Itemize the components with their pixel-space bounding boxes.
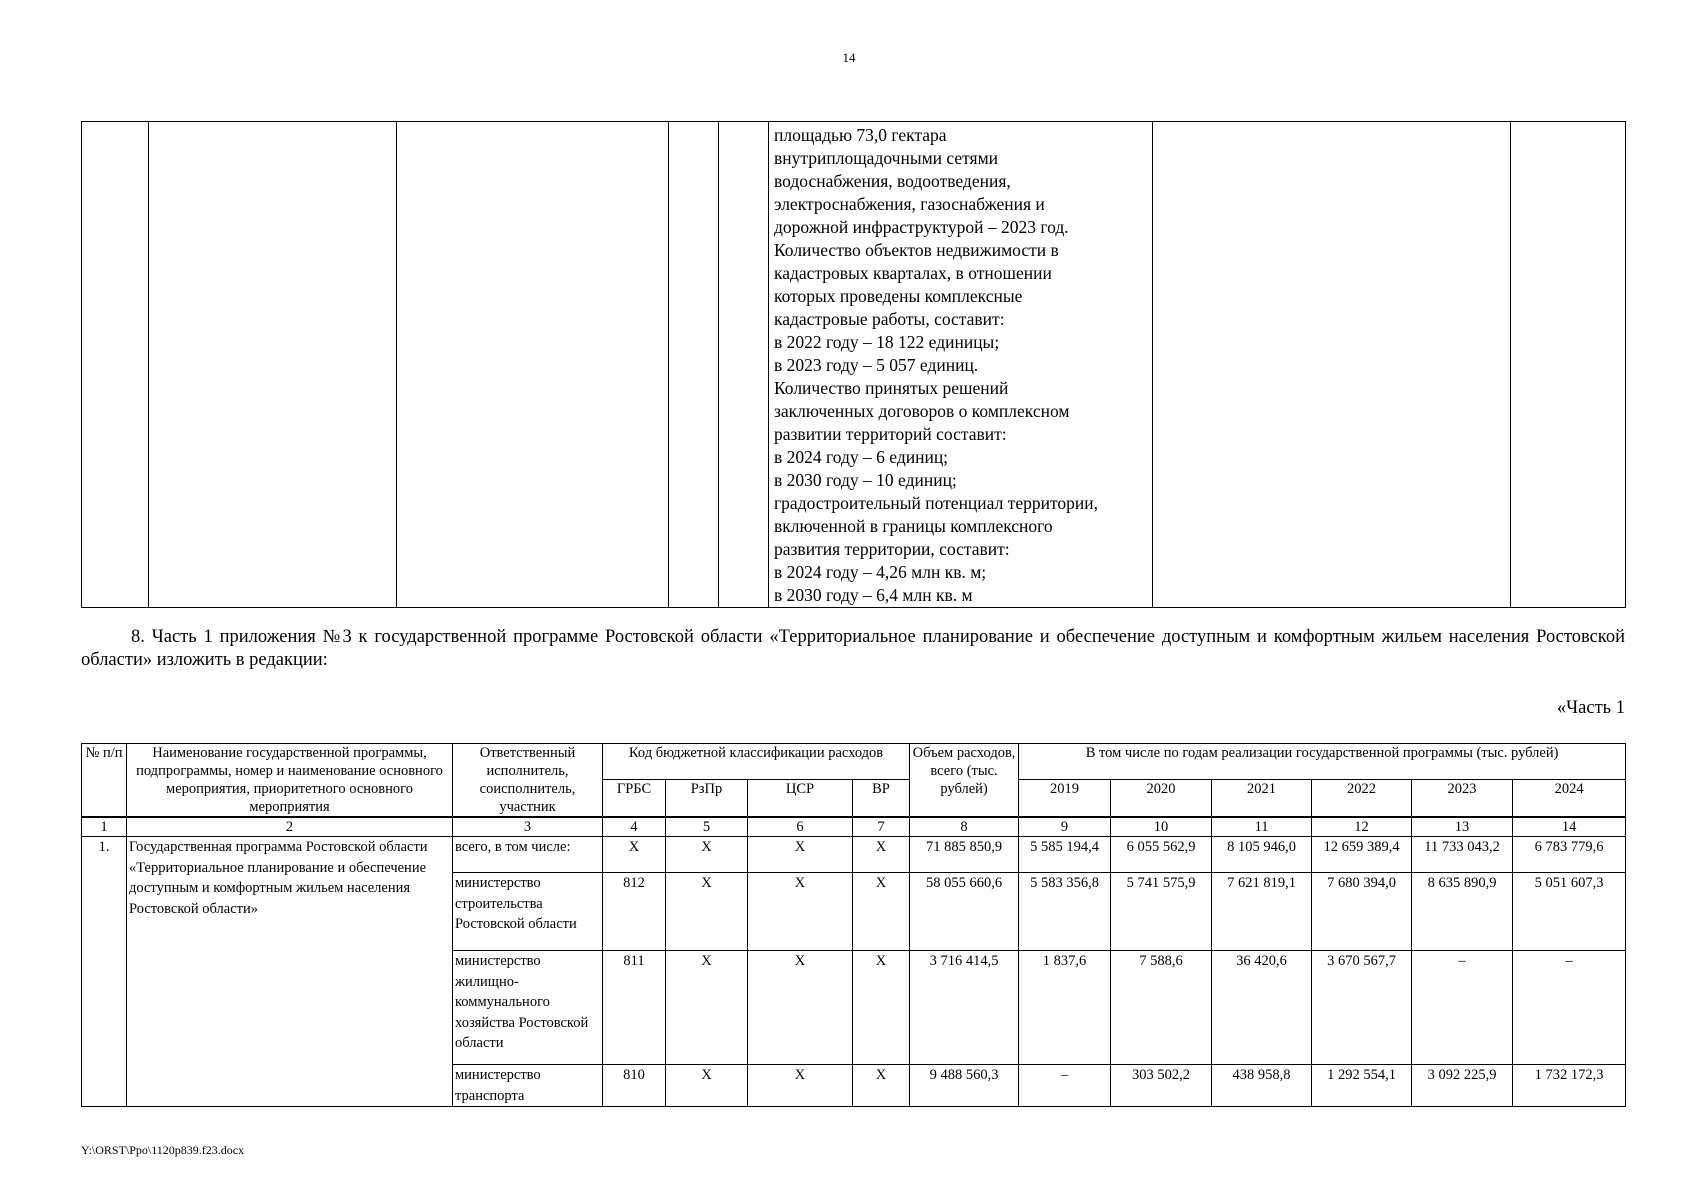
header-num: № п/п [82,744,127,818]
column-index-row [82,817,1626,837]
executor-cell: министерство жилищно-коммунального хозяйства Ростовской области [453,951,603,1065]
year-value-cell: 1 732 172,3 [1513,1065,1626,1107]
result-line: в 2030 году – 10 единиц; [774,470,957,490]
header-year: 2019 [1019,780,1111,817]
year-value-cell: 7 680 394,0 [1312,873,1412,951]
result-line: градостроительный потенциал территории, [774,493,1098,513]
csr-cell: Х [748,1065,853,1107]
result-line: в 2024 году – 6 единиц; [774,447,949,467]
part-label: «Часть 1 [1556,698,1625,718]
header-vr: ВР [853,780,910,817]
empty-cell [719,122,769,608]
header-budget-code: Код бюджетной классификации расходов [603,744,910,780]
header-year: 2021 [1212,780,1312,817]
total-cell: 9 488 560,3 [910,1065,1019,1107]
table-row [82,837,1626,873]
empty-cell [82,122,149,608]
csr-cell: Х [748,837,853,873]
header-csr: ЦСР [748,780,853,817]
year-value-cell: 5 051 607,3 [1513,873,1626,951]
column-index: 5 [666,817,748,837]
results-cell [769,122,1153,608]
year-value-cell: 1 837,6 [1019,951,1111,1065]
column-index: 4 [603,817,666,837]
column-index: 8 [910,817,1019,837]
header-year: 2023 [1412,780,1513,817]
year-value-cell: 5 583 356,8 [1019,873,1111,951]
header-name: Наименование государственной программы, подпрограммы, номер и наименование основного мероприятия, приоритетного основного мероприятия [127,744,453,818]
amendment-paragraph: 8. Часть 1 приложения №3 к государственной программе Ростовской области «Территориальное планирование и обеспечение доступным и комфортным жильем населения Ростовской области» изложить в редакции: [81,627,1625,670]
grbs-cell: 811 [603,951,666,1065]
vr-cell: Х [853,873,910,951]
grbs-cell: 812 [603,873,666,951]
column-index: 10 [1111,817,1212,837]
result-line: электроснабжения, газоснабжения и [774,194,1045,214]
column-index: 14 [1513,817,1626,837]
executor-cell: всего, в том числе: [453,837,603,873]
column-index: 12 [1312,817,1412,837]
year-value-cell: 7 588,6 [1111,951,1212,1065]
header-year: 2024 [1513,780,1626,817]
column-index: 3 [453,817,603,837]
program-name: Государственная программа Ростовской области «Территориальное планирование и обеспечение доступным и комфортным жильем населения Ростовской области» [127,837,453,1107]
result-line: в 2023 году – 5 057 единиц. [774,355,979,375]
rzpr-cell: Х [666,951,748,1065]
vr-cell: Х [853,951,910,1065]
header-year: 2022 [1312,780,1412,817]
year-value-cell: 5 741 575,9 [1111,873,1212,951]
result-line: кадастровые работы, составит: [774,309,1005,329]
result-line: Количество принятых решений [774,378,1009,398]
vr-cell: Х [853,837,910,873]
result-line: кадастровых кварталах, в отношении [774,263,1052,283]
year-value-cell: 438 958,8 [1212,1065,1312,1107]
header-executor: Ответственный исполнитель, соисполнитель, участник [453,744,603,818]
expected-results-text [769,122,1152,607]
expenditure-table [81,743,1626,1107]
executor-cell: министерство строительства Ростовской области [453,873,603,951]
file-path-footer: Y:\ORST\Ppo\1120p839.f23.docx [81,1143,245,1157]
year-value-cell: 8 635 890,9 [1412,873,1513,951]
result-line: заключенных договоров о комплексном [774,401,1070,421]
column-index: 9 [1019,817,1111,837]
csr-cell: Х [748,951,853,1065]
column-index: 11 [1212,817,1312,837]
column-index: 6 [748,817,853,837]
vr-cell: Х [853,1065,910,1107]
header-year: 2020 [1111,780,1212,817]
year-value-cell: 8 105 946,0 [1212,837,1312,873]
row-number: 1. [82,837,127,1107]
year-value-cell: 1 292 554,1 [1312,1065,1412,1107]
year-value-cell: – [1019,1065,1111,1107]
year-value-cell: – [1412,951,1513,1065]
result-line: в 2030 году – 6,4 млн кв. м [774,585,973,605]
year-value-cell: 36 420,6 [1212,951,1312,1065]
year-value-cell: 6 055 562,9 [1111,837,1212,873]
result-line: дорожной инфраструктурой – 2023 год. [774,217,1069,237]
result-line: которых проведены комплексные [774,286,1023,306]
total-cell: 58 055 660,6 [910,873,1019,951]
result-line: в 2022 году – 18 122 единицы; [774,332,1000,352]
year-value-cell: 11 733 043,2 [1412,837,1513,873]
year-value-cell: – [1513,951,1626,1065]
total-cell: 3 716 414,5 [910,951,1019,1065]
rzpr-cell: Х [666,837,748,873]
total-cell: 71 885 850,9 [910,837,1019,873]
page-number: 14 [842,50,856,65]
result-line: включенной в границы комплексного [774,516,1053,536]
empty-cell [397,122,669,608]
column-index: 2 [127,817,453,837]
result-line: водоснабжения, водоотведения, [774,171,1011,191]
result-line: Количество объектов недвижимости в [774,240,1059,260]
empty-cell [1511,122,1626,608]
continuation-table [81,121,1626,608]
year-value-cell: 5 585 194,4 [1019,837,1111,873]
header-rzpr: РзПр [666,780,748,817]
rzpr-cell: Х [666,873,748,951]
year-value-cell: 3 670 567,7 [1312,951,1412,1065]
year-value-cell: 3 092 225,9 [1412,1065,1513,1107]
result-line: внутриплощадочными сетями [774,148,999,168]
year-value-cell: 7 621 819,1 [1212,873,1312,951]
grbs-cell: Х [603,837,666,873]
header-volume: Объем расходов, всего (тыс. рублей) [910,744,1019,818]
year-value-cell: 6 783 779,6 [1513,837,1626,873]
grbs-cell: 810 [603,1065,666,1107]
column-index: 1 [82,817,127,837]
column-index: 7 [853,817,910,837]
empty-cell [1153,122,1511,608]
rzpr-cell: Х [666,1065,748,1107]
empty-cell [149,122,397,608]
column-index: 13 [1412,817,1513,837]
result-line: развития территории, составит: [774,539,1010,559]
year-value-cell: 12 659 389,4 [1312,837,1412,873]
empty-cell [669,122,719,608]
csr-cell: Х [748,873,853,951]
header-grbs: ГРБС [603,780,666,817]
header-years: В том числе по годам реализации государственной программы (тыс. рублей) [1019,744,1626,780]
year-value-cell: 303 502,2 [1111,1065,1212,1107]
executor-cell: министерство транспорта [453,1065,603,1107]
result-line: развитии территорий составит: [774,424,1007,444]
result-line: площадью 73,0 гектара [774,125,947,145]
result-line: в 2024 году – 4,26 млн кв. м; [774,562,987,582]
